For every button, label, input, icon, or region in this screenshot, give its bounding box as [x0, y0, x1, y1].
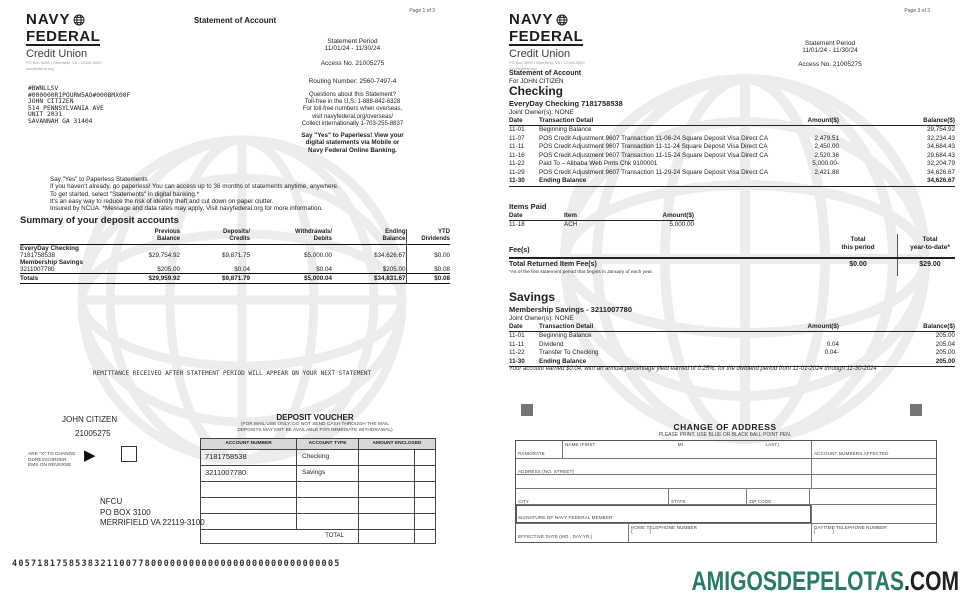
- statement-period-label: Statement Period: [804, 40, 856, 47]
- paperless-statements-note: [50, 176, 339, 212]
- recipient-line: JOHN CITIZEN: [28, 98, 74, 106]
- summary-account-values-row: 3211007780 $205.00 $0.04 $0.04 $205.00 $0.08: [20, 266, 450, 274]
- summary-account-name-row: Membership Savings: [20, 259, 450, 266]
- page1-title: Statement of Account: [193, 16, 277, 25]
- state-field: STATE: [668, 489, 746, 504]
- recipient-line: UNIT 2031: [28, 111, 63, 119]
- questions-line: Toll-free in the U.S. 1-888-842-6328: [304, 99, 401, 106]
- items-paid-header-row: [509, 212, 694, 221]
- voucher-header-row: [201, 439, 436, 450]
- rank-rate-field: RANK/RATE: [518, 451, 545, 456]
- summary-account-name-row: EveryDay Checking: [20, 244, 450, 252]
- transaction-row: 11-16 POS Credit Adjustment 9607 Transaction 11-15-24 Square Deposit Visa Direct CA 2,520.36 29,684.43: [509, 151, 955, 159]
- coa-row-name: [516, 441, 936, 458]
- address-field: ADDRESS (NO. STREET): [518, 469, 575, 474]
- home-phone-field: HOME TELEPHONE NUMBER ( ): [628, 524, 811, 542]
- deposit-voucher-sub2: DEPOSITS MAY NOT BE AVAILABLE FOR IMMEDIATE WITHDRAWAL): [237, 427, 393, 433]
- logo-credit-union-text: Credit Union: [509, 47, 571, 60]
- fees-label: Fee(s): [509, 247, 530, 254]
- transaction-row: 11-07 POS Credit Adjustment 9607 Transaction 11-06-24 Square Deposit Visa Direct CA 2,479.51 32,234.43: [509, 134, 955, 142]
- statement-period-value: 11/01/24 - 11/30/24: [802, 47, 858, 55]
- col-balance: Balance($): [839, 116, 955, 126]
- coa-row-address: [516, 458, 936, 474]
- summary-heading: Summary of your deposit accounts: [20, 215, 179, 226]
- savings-dividend-note: Your account earned $0.04, with an annual percentage yield earned of 0.25%, for the dividend period from 11-01-2024 through 11-30-2024: [509, 366, 877, 372]
- promo-line: digital statements via Mobile or: [305, 139, 400, 147]
- questions-block: [265, 92, 440, 128]
- voucher-row: 3211007780 Savings: [201, 466, 436, 482]
- logo-website: navyfederal.org: [26, 65, 54, 71]
- transaction-row: 11-29 POS Credit Adjustment 9607 Transaction 11-29-24 Square Deposit Visa Direct CA 2,421.88 34,626.67: [509, 168, 955, 176]
- fees-footnote: *As of the first statement period that begins in January of each year.: [509, 270, 653, 275]
- deposit-voucher-header: [195, 413, 435, 433]
- logo-federal-text: FEDERAL: [26, 28, 101, 46]
- paperless-line: If you haven't already, go paperless! You can access up to 36 months of statements anytime, anywhere.: [50, 183, 339, 191]
- items-paid-heading: Items Paid: [509, 202, 547, 211]
- statement-period-block-p2: [745, 40, 915, 55]
- change-of-address-header: [515, 423, 935, 439]
- fees-column-divider: [897, 234, 898, 276]
- voucher-row-empty: [201, 514, 436, 530]
- savings-heading: Savings: [509, 290, 556, 304]
- checking-joint-owners: Joint Owner(s): NONE: [509, 109, 574, 116]
- paperless-line: Insured by NCUA. *Message and data rates may apply. Visit navyfederal.org for more information.: [50, 205, 323, 213]
- transaction-row: 11-01 Beginning Balance 205.00: [509, 332, 955, 339]
- effective-date-field: EFFECTIVE DATE (MO., DAY,YR.): [518, 534, 593, 539]
- ending-balance-row: 11-30 Ending Balance 34,626.67: [509, 177, 955, 184]
- paperless-line: Say "Yes" to Paperless Statements: [50, 176, 148, 183]
- coa-row-signature: [516, 504, 936, 523]
- mark-x-note: ARK "X" TO CHANGE DDRESS/ORDER EMS ON REVERSE: [28, 452, 76, 469]
- summary-account-values-row: 7181758538 $29,754.92 $9,871.75 $5,000.00 $34,626.67 $0.00: [20, 251, 450, 259]
- voucher-row-empty: [201, 482, 436, 498]
- checking-header-row: [509, 116, 955, 126]
- city-field: CITY: [518, 499, 529, 504]
- returned-item-fees-label: Total Returned Item Fee(s): [509, 261, 597, 268]
- coa-row-phones: [516, 523, 936, 542]
- routing-number: Routing Number: 2560-7497-4: [308, 78, 397, 85]
- col-date: Date: [509, 212, 564, 221]
- nfcu-mailing-address: NFCU PO BOX 3100 MERRIFIELD VA 22119-3100: [100, 497, 205, 527]
- ending-balance-row: 11-30 Ending Balance 205.00: [509, 357, 955, 365]
- access-number: Access No. 21005275: [320, 60, 385, 67]
- remittance-note: REMITTANCE RECEIVED AFTER STATEMENT PERIOD WILL APPEAR ON YOUR NEXT STATEMENT: [93, 370, 372, 377]
- col-item: Item: [564, 212, 619, 221]
- registration-mark-left: [521, 404, 533, 416]
- checking-subheading: EveryDay Checking 7181758538: [509, 99, 623, 108]
- page2-page-number: Page 3 of 3: [904, 8, 930, 14]
- logo-address: PO Box 3000 • Merrifield, VA • 22119-3000: [26, 60, 102, 66]
- transaction-row: 11-11 Dividend 0.04 205.04: [509, 340, 955, 348]
- savings-joint-owners: Joint Owner(s): NONE: [509, 315, 574, 322]
- col-date: Date: [509, 116, 539, 126]
- summary-totals-row: Totals $29,959.92 $9,871.79 $5,000.04 $34,831.67 $0.08: [20, 275, 450, 283]
- promo-line: Say "Yes" to Paperless! View your: [301, 132, 404, 139]
- returned-item-fees-ytd: $29.00: [919, 261, 941, 268]
- coa-row-city: [516, 488, 936, 504]
- col-previous-balance: Previous: [154, 229, 180, 235]
- questions-line: Questions about this Statement?: [308, 92, 397, 98]
- logo-navy-text: NAVY: [26, 11, 71, 28]
- logo-federal-text: FEDERAL: [509, 28, 584, 46]
- recipient-line: 514 PENNSYLVANIA AVE: [28, 104, 104, 112]
- col-balance: Balance($): [839, 322, 955, 332]
- items-paid-table: [509, 212, 694, 230]
- fees-rule: [509, 257, 955, 259]
- col-amount: Amount($): [757, 322, 839, 332]
- nfcu-logo-page2: [509, 11, 585, 71]
- globe-icon: [556, 14, 568, 26]
- summary-table: [20, 229, 450, 284]
- mail-code: #000000R1POURW5AO#000BMX00F: [28, 91, 131, 99]
- col-account-type: ACCOUNT TYPE: [297, 439, 359, 450]
- account-numbers-field-cont: [811, 505, 936, 523]
- promo-line: Navy Federal Online Banking.: [308, 146, 397, 154]
- paperless-line: To get started, select "Statements" in digital banking.*: [50, 190, 200, 198]
- savings-header-row: [509, 322, 955, 332]
- watermark-brand-tld: .COM: [904, 566, 959, 596]
- name-field: NAME (FIRST MI LAST): [562, 441, 811, 458]
- address-field-2: [516, 475, 811, 488]
- logo-credit-union-text: Credit Union: [26, 47, 88, 60]
- access-number-p2: Access No. 21005275: [798, 61, 862, 68]
- coa-title: CHANGE OF ADDRESS: [673, 422, 777, 432]
- voucher-member-name: JOHN CITIZEN: [62, 415, 118, 424]
- mail-code: #BWNLLSV: [28, 85, 59, 92]
- col-ytd-dividends: YTD: [438, 229, 450, 235]
- statement-period-block: [265, 38, 440, 53]
- col-ending-balance: Ending: [385, 229, 406, 235]
- change-of-address-form: [515, 440, 937, 543]
- col-withdrawals-debits: Withdrawals/: [295, 229, 332, 235]
- col-amount: Amount($): [619, 212, 694, 221]
- transaction-row: 11-01 Beginning Balance 29,754.92: [509, 126, 955, 133]
- page1-page-number: Page 1 of 3: [409, 8, 435, 14]
- checking-transactions-table: [509, 116, 955, 187]
- transaction-row: 11-11 POS Credit Adjustment 9607 Transaction 11-11-24 Square Deposit Visa Direct CA 2,450.00 34,684.43: [509, 143, 955, 150]
- globe-icon: [73, 14, 85, 26]
- account-numbers-field-cont: [809, 489, 934, 504]
- micr-line: 4057181758538321100778000000000000000000000000000005: [12, 559, 341, 569]
- col-amount-enclosed: AMOUNT ENCLOSED: [359, 439, 436, 450]
- recipient-line: SAVANNAH GA 31404: [28, 117, 93, 125]
- logo-navy-text: NAVY: [509, 11, 554, 28]
- arrow-right-icon: ▶: [84, 447, 96, 464]
- fees-col-ytd: Total year-to-date*: [910, 236, 950, 251]
- paperless-line: It's an easy way to reduce the risk of identity theft and cut down on paper clutter.: [50, 197, 274, 205]
- col-date: Date: [509, 322, 539, 332]
- items-paid-row: 11-18 ACH 5,000.00: [509, 221, 694, 228]
- registration-mark-right: [910, 404, 922, 416]
- deposit-voucher-title: DEPOSIT VOUCHER: [276, 413, 354, 422]
- questions-line: visit navyfederal.org/overseas/: [311, 113, 394, 120]
- watermark-brand-name: AMIGOSDEPELOTAS: [691, 566, 905, 596]
- account-numbers-field-cont: [811, 475, 936, 488]
- checking-heading: Checking: [509, 84, 564, 98]
- zip-field: ZIP CODE: [746, 489, 809, 504]
- change-address-checkbox: [121, 446, 137, 462]
- daytime-phone-field: DAYTIME TELEPHONE NUMBER ( ): [811, 524, 936, 542]
- transaction-row: 11-22 Paid To – Alibaba Web Pmts Chk 9100001 5,000.00- 32,204.79: [509, 160, 955, 167]
- statement-period-label: Statement Period: [327, 38, 378, 45]
- account-numbers-field: ACCOUNT NUMBERS AFFECTED: [811, 441, 936, 458]
- col-deposits-credits: Deposits/: [222, 229, 250, 235]
- recipient-address-block: [28, 86, 130, 126]
- col-detail: Transaction Detail: [539, 322, 757, 332]
- account-numbers-field-cont: [811, 459, 936, 474]
- fees-col-this-period: Total this period: [841, 236, 875, 251]
- soa-for-line: For JOHN CITIZEN: [509, 78, 564, 85]
- col-amount: Amount($): [757, 116, 839, 126]
- coa-row-address2: [516, 474, 936, 488]
- watermark-brand: [616, 566, 959, 597]
- statement-period-value: 11/01/24 - 11/30/24: [324, 45, 381, 53]
- signature-field: SIGNATURE OF NAVY FEDERAL MEMBER: [516, 505, 811, 523]
- coa-subtitle: PLEASE PRINT. USE BLUE OR BLACK BALL POINT PEN.: [658, 431, 792, 438]
- col-detail: Transaction Detail: [539, 116, 757, 126]
- col-account-number: ACCOUNT NUMBER: [201, 439, 297, 450]
- paperless-promo: [265, 132, 440, 154]
- savings-subheading: Membership Savings - 3211007780: [509, 305, 632, 314]
- voucher-member-access: 21005275: [75, 429, 111, 438]
- savings-transactions-table: [509, 322, 955, 367]
- returned-item-fees-period: $0.00: [849, 261, 867, 268]
- deposit-voucher-sub1: (FOR MAIL USE ONLY. DO NOT SEND CASH THROUGH THE MAIL: [240, 422, 390, 428]
- nfcu-logo-page1: [26, 11, 102, 71]
- logo-address: PO Box 3000 • Merrifield, VA • 22119-3000: [509, 60, 585, 66]
- transaction-row: 11-22 Transfer To Checking 0.04- 205.00: [509, 349, 955, 356]
- voucher-total-row: TOTAL: [201, 530, 436, 544]
- deposit-voucher-table: [200, 438, 436, 544]
- questions-line: For toll-free numbers when overseas,: [302, 106, 403, 113]
- voucher-row-empty: [201, 498, 436, 514]
- questions-line: Collect internationally 1-703-255-8837: [301, 120, 404, 127]
- soa-title: Statement of Account: [509, 70, 582, 77]
- voucher-row: 7181758538 Checking: [201, 450, 436, 466]
- summary-header-row: Previous Balance Deposits/ Credits Withdrawals/ Debits Ending Balance YTD Dividends: [20, 229, 450, 244]
- logo-website: navyfederal.org: [509, 65, 537, 71]
